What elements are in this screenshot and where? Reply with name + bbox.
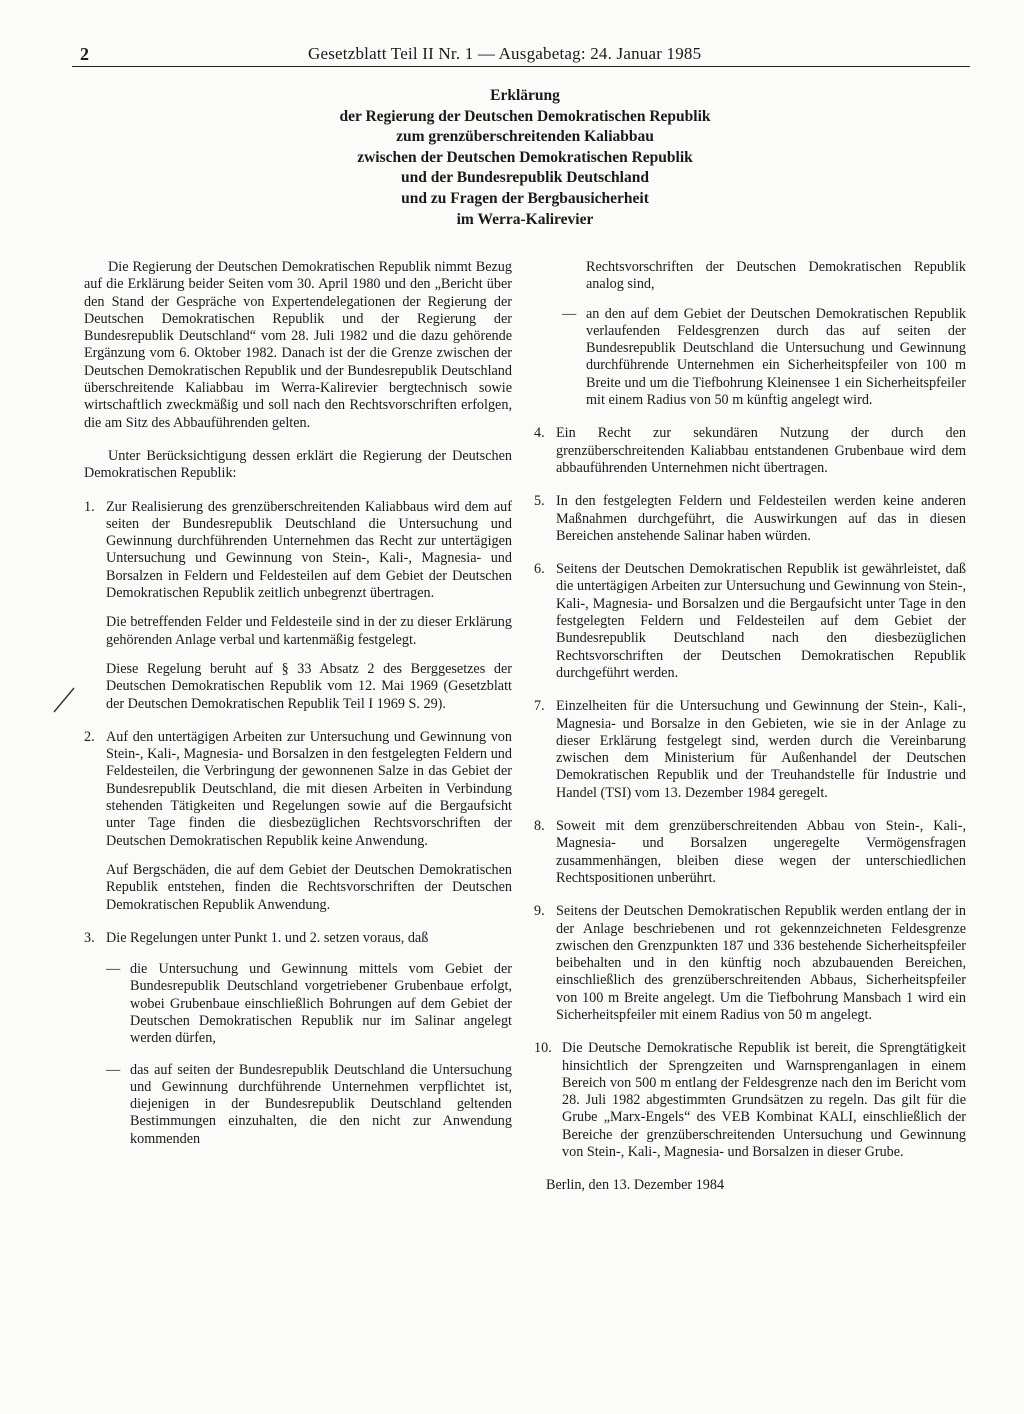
clause-6 (534, 561, 966, 682)
title-line: und der Bundesrepublik Deutschland (401, 169, 649, 187)
clause-3 (84, 930, 512, 1148)
page-number: 2 (80, 44, 89, 64)
dash-item (106, 961, 512, 1047)
title-line: und zu Fragen der Bergbausicherheit (401, 189, 649, 207)
clause-9 (534, 903, 966, 1024)
clause-paragraph: Zur Realisierung des grenzüberschreitenden Kaliabbaus wird dem auf seiten der Bundesrepublik Deutschland die Untersuchung und Gewinnung durchführenden Unternehmen das Recht zur untertägigen Untersuchung und Gewinnung von Stein-, Kali-, Magnesia- und Borsalzen in Feldern und Feldesteilen auf dem Gebiet der Deutschen Demokratischen Republik zeitlich unbegrenzt übertragen. (106, 498, 512, 602)
clause-text: Soweit mit dem grenzüberschreitenden Abbau von Stein-, Kali-, Magnesia- und Borsalzen ungeregelte Vermögensfragen zusammenhängen, bleiben diese wegen der unterschiedlichen Rechtspositionen unberührt. (556, 818, 966, 886)
gazette-header-title: Gesetzblatt Teil II Nr. 1 — Ausgabetag: 24. Januar 1985 (308, 44, 702, 63)
title-line: zum grenzüberschreitenden Kaliabbau (396, 128, 654, 146)
clause-text: Die Deutsche Demokratische Republik ist bereit, die Sprengtätigkeit hinsichtlich der Sprengzeiten und Warnsprenganlagen in einem Bereich von 500 m entlang der Feldesgrenze nach den im Bericht vom 28. Juli 1982 abgestimmten Grundsätzen zu regeln. Das gilt für die Grube „Marx-Engels“ des VEB Kombinat KALI, einschließlich der Bereiche der grenzüberschreitenden Untersuchung und Gewinnung von Stein-, Kali-, Magnesia- und Borsalzen in dieser Grube. (562, 1040, 966, 1161)
clause-paragraph: Auf Bergschäden, die auf dem Gebiet der Deutschen Demokratischen Republik entstehen, finden die Rechtsvorschriften der Deutschen Demokratischen Republik Anwendung. (106, 861, 512, 913)
clause-1 (84, 499, 512, 713)
clause-10 (534, 1040, 966, 1161)
clause-2 (84, 729, 512, 914)
clause-4 (534, 425, 966, 477)
dash-marker: — (562, 305, 577, 322)
clause-text: Seitens der Deutschen Demokratischen Republik werden entlang der in der Anlage beschriebenen und rot gekennzeichneten Feldesgrenze zwischen den Grenzpunkten 187 und 336 bestehende Sicherheitspfeiler beibehalten und in den künftig noch abzubauenden Bereichen, einschließlich des grenzüberschreitenden Abbaus, Sicherheitspfeiler von 100 m Breite angelegt. Um die Tiefbohrung Mansbach 1 wird ein Sicherheitspfeiler mit einem Radius von 50 m angelegt. (556, 903, 966, 1023)
clause-number: 10. (534, 1040, 552, 1057)
document-title (200, 86, 850, 230)
dash-item-continuation: Rechtsvorschriften der Deutschen Demokratischen Republik analog sind, (586, 259, 966, 293)
dash-item-text: an den auf dem Gebiet der Deutschen Demokratischen Republik verlaufenden Feldesgrenzen durch das auf seiten der Bundesrepublik Deutschland die Untersuchung und Gewinnung durchführende Unternehmen ein Sicherheitspfeiler von 100 m Breite und um die Tiefbohrung Kleinensee 1 ein Sicherheitspfeiler mit einem Radius von 50 m künftig angelegt wird. (586, 305, 966, 409)
page-header (72, 42, 970, 67)
clause-number: 3. (84, 929, 95, 946)
clause-8 (534, 818, 966, 887)
clause-paragraph: Die Regelungen unter Punkt 1. und 2. setzen voraus, daß (106, 929, 429, 946)
title-line: Erklärung (490, 87, 560, 104)
dash-item (106, 1062, 512, 1148)
clause-paragraph: Auf den untertägigen Arbeiten zur Untersuchung und Gewinnung von Stein-, Kali-, Magnesia- und Borsalzen in den festgelegten Feldern und Feldesteilen, die Verbringung der gewonnenen Salze in das Gebiet der Bundesrepublik Deutschland, die mit diesen Arbeiten in Verbindung stehenden Tätigkeiten und Regelungen sowie auf die Bergaufsicht unter Tage finden die diesbezüglichen Rechtsvorschriften der Deutschen Demokratischen Republik keine Anwendung. (106, 728, 512, 849)
clause-number: 1. (84, 498, 95, 515)
clause-5 (534, 493, 966, 545)
clause-7 (534, 698, 966, 802)
clause-text: Ein Recht zur sekundären Nutzung der durch den grenzüberschreitenden Kaliabbau entstandenen Grubenbaue wird dem abbauführenden Unternehmen nicht übertragen. (556, 425, 966, 476)
signoff-place-date: Berlin, den 13. Dezember 1984 (546, 1177, 725, 1194)
dash-item-text: die Untersuchung und Gewinnung mittels vom Gebiet der Bundesrepublik Deutschland vorgetriebener Grubenbaue erfolgt, wobei Grubenbaue einschließlich Bohrungen auf dem Gebiet der Deutschen Demokratischen Republik nur im Salinar angelegt werden dürfen, (130, 961, 512, 1047)
title-line: im Werra-Kalirevier (456, 210, 594, 228)
clause-paragraph: Die betreffenden Felder und Feldesteile sind in der zu dieser Erklärung gehörenden Anlage verbal und kartenmäßig festgelegt. (106, 614, 512, 648)
title-line: zwischen der Deutschen Demokratischen Republik (357, 148, 693, 166)
clause-text: Einzelheiten für die Untersuchung und Gewinnung der Stein-, Kali-, Magnesia- und Borsalze in den Gebieten, wie sie in der Anlage zu dieser Erklärung festgelegt sind, werden durch die Vereinbarung zwischen dem Ministerium für Außenhandel der Deutschen Demokratischen Republik und der Treuhandstelle für Industrie und Handel (TSI) vom 13. Dezember 1984 geregelt. (556, 698, 966, 801)
dash-marker: — (106, 961, 121, 978)
clause-number: 8. (534, 818, 545, 835)
clause-number: 7. (534, 698, 545, 715)
left-column (84, 259, 512, 1148)
clause-paragraph: Diese Regelung beruht auf § 33 Absatz 2 des Berggesetzes der Deutschen Demokratischen Republik vom 12. Mai 1969 (Gesetzblatt der Deutschen Demokratischen Republik Teil I 1969 S. 29). (106, 660, 512, 712)
clause-text: Seitens der Deutschen Demokratischen Republik ist gewährleistet, daß die untertägigen Arbeiten zur Untersuchung und Gewinnung von Stein-, Kali-, Magnesia- und Borsalzen und die Bergaufsicht unter Tage in den festgelegten Feldern und Feldesteilen auf dem Gebiet der Bundesrepublik Deutschland nach den diesbezüglichen Rechtsvorschriften der Deutschen Demokratischen Republik durchgeführt werden. (556, 561, 966, 681)
clause-number: 2. (84, 728, 95, 745)
clause-number: 4. (534, 425, 545, 442)
clause-number: 6. (534, 561, 545, 578)
clause-number: 5. (534, 493, 545, 510)
clause-text: In den festgelegten Feldern und Feldesteilen werden keine anderen Maßnahmen durchgeführt, die Auswirkungen auf das in diesen Bereichen anstehende Salinar haben würden. (556, 493, 966, 544)
margin-slash-mark (52, 684, 78, 714)
intro-paragraph: Unter Berücksichtigung dessen erklärt die Regierung der Deutschen Demokratischen Republik: (84, 447, 512, 482)
right-column (534, 259, 966, 1195)
dash-item-text: das auf seiten der Bundesrepublik Deutschland die Untersuchung und Gewinnung durchführende Unternehmen verpflichtet ist, diejenigen in der Bundesrepublik Deutschland geltenden Bestimmungen einzuhalten, die den nicht zur Anwendung kommenden (130, 1061, 512, 1147)
title-line: der Regierung der Deutschen Demokratischen Republik (339, 107, 711, 125)
intro-paragraph: Die Regierung der Deutschen Demokratischen Republik nimmt Bezug auf die Erklärung beider Seiten vom 30. April 1980 und den „Bericht über den Stand der Gespräche von Expertendelegationen der Regierung der Deutschen Demokratischen Republik und der Regierung der Bundesrepublik Deutschland“ vom 28. Juli 1982 und die dazu gehörende Ergänzung vom 6. Oktober 1982. Danach ist der die Grenze zwischen der Deutschen Demokratischen Republik und der Bundesrepublik Deutschland überschreitende Kaliabbau im Werra-Kalirevier bergtechnisch sowie wirtschaftlich zweckmäßig und soll nach den Rechtsvorschriften erfolgen, die am Sitz des Abbauführenden gelten. (84, 259, 512, 431)
dash-marker: — (106, 1061, 121, 1078)
dash-item (534, 306, 966, 410)
clause-number: 9. (534, 903, 545, 920)
